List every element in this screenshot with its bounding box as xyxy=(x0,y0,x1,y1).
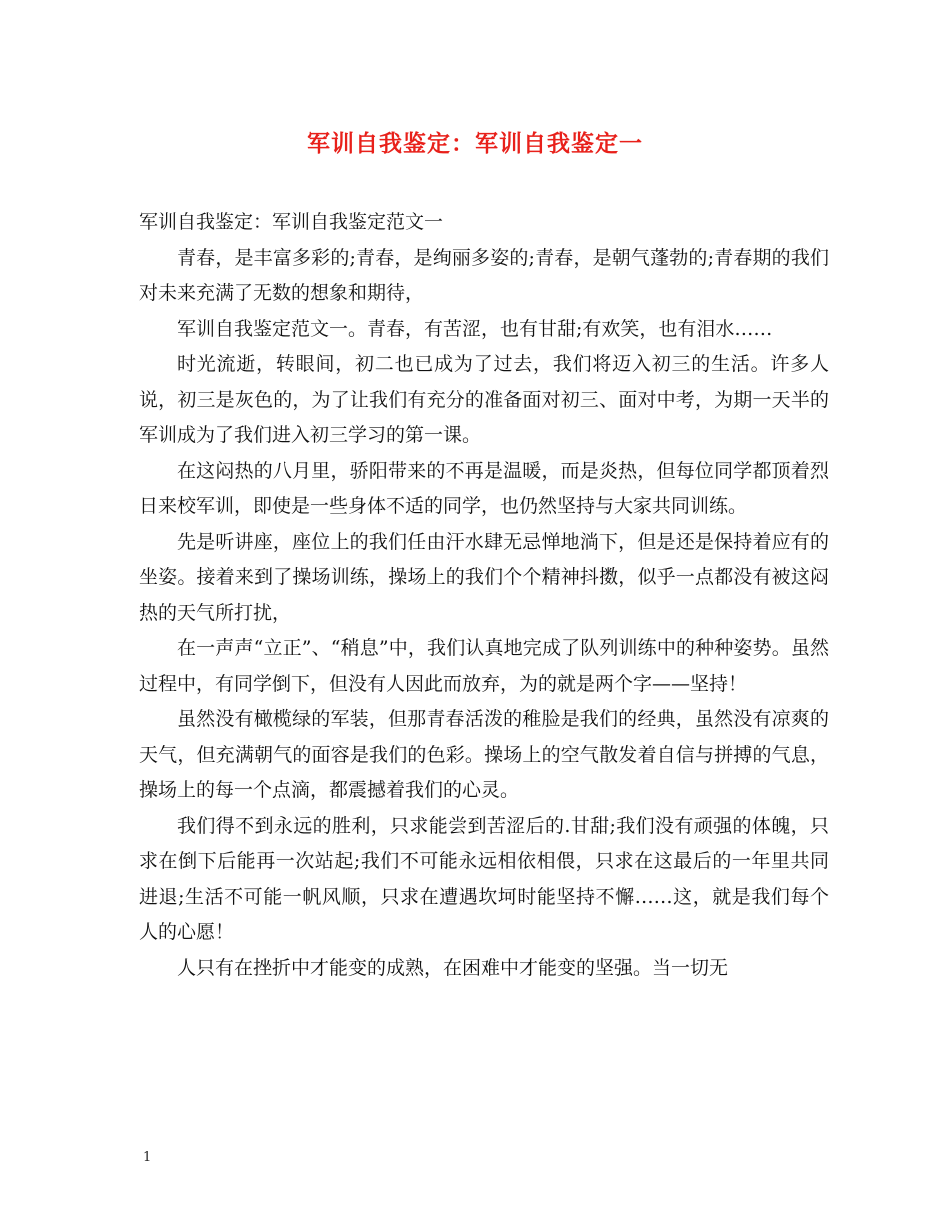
page-number: 1 xyxy=(143,1150,152,1165)
document-title: 军训自我鉴定：军训自我鉴定一 xyxy=(307,130,643,157)
document-subtitle: 军训自我鉴定：军训自我鉴定范文一 xyxy=(139,211,444,233)
paragraph-1: 青春，是丰富多彩的;青春，是绚丽多姿的;青春，是朝气蓬勃的;青春期的我们对未来充满了无数的想象和期待， xyxy=(139,246,829,304)
document-body xyxy=(139,205,829,986)
paragraph-9: 人只有在挫折中才能变的成熟，在困难中才能变的坚强。当一切无 xyxy=(177,956,729,979)
paragraph-3: 时光流逝，转眼间，初二也已成为了过去，我们将迈入初三的生活。许多人说，初三是灰色的，为了让我们有充分的准备面对初三、面对中考，为期一天半的军训成为了我们进入初三学习的第一课。 xyxy=(139,353,829,446)
paragraph-8: 我们得不到永远的胜利，只求能尝到苦涩后的.甘甜;我们没有顽强的体魄，只求在倒下后能再一次站起;我们不可能永远相依相偎，只求在这最后的一年里共同进退;生活不可能一帆风顺，只求在遭遇坎坷时能坚持不懈……这，就是我们每个人的心愿！ xyxy=(139,814,829,943)
paragraph-6: 在一声声“立正”、“稍息”中，我们认真地完成了队列训练中的种种姿势。虽然过程中，有同学倒下，但没有人因此而放弃，为的就是两个字——坚持！ xyxy=(139,637,829,695)
paragraph-4: 在这闷热的八月里，骄阳带来的不再是温暖，而是炎热，但每位同学都顶着烈日来校军训，即使是一些身体不适的同学，也仍然坚持与大家共同训练。 xyxy=(139,459,829,517)
paragraph-5: 先是听讲座，座位上的我们任由汗水肆无忌惮地淌下，但是还是保持着应有的坐姿。接着来到了操场训练，操场上的我们个个精神抖擞，似乎一点都没有被这闷热的天气所打扰， xyxy=(139,530,829,624)
paragraph-7: 虽然没有橄榄绿的军装，但那青春活泼的稚脸是我们的经典，虽然没有凉爽的天气，但充满朝气的面容是我们的色彩。操场上的空气散发着自信与拼搏的气息，操场上的每一个点滴，都震撼着我们的心灵。 xyxy=(139,708,829,801)
paragraph-2: 军训自我鉴定范文一。青春，有苦涩，也有甘甜;有欢笑，也有泪水…… xyxy=(177,317,773,340)
